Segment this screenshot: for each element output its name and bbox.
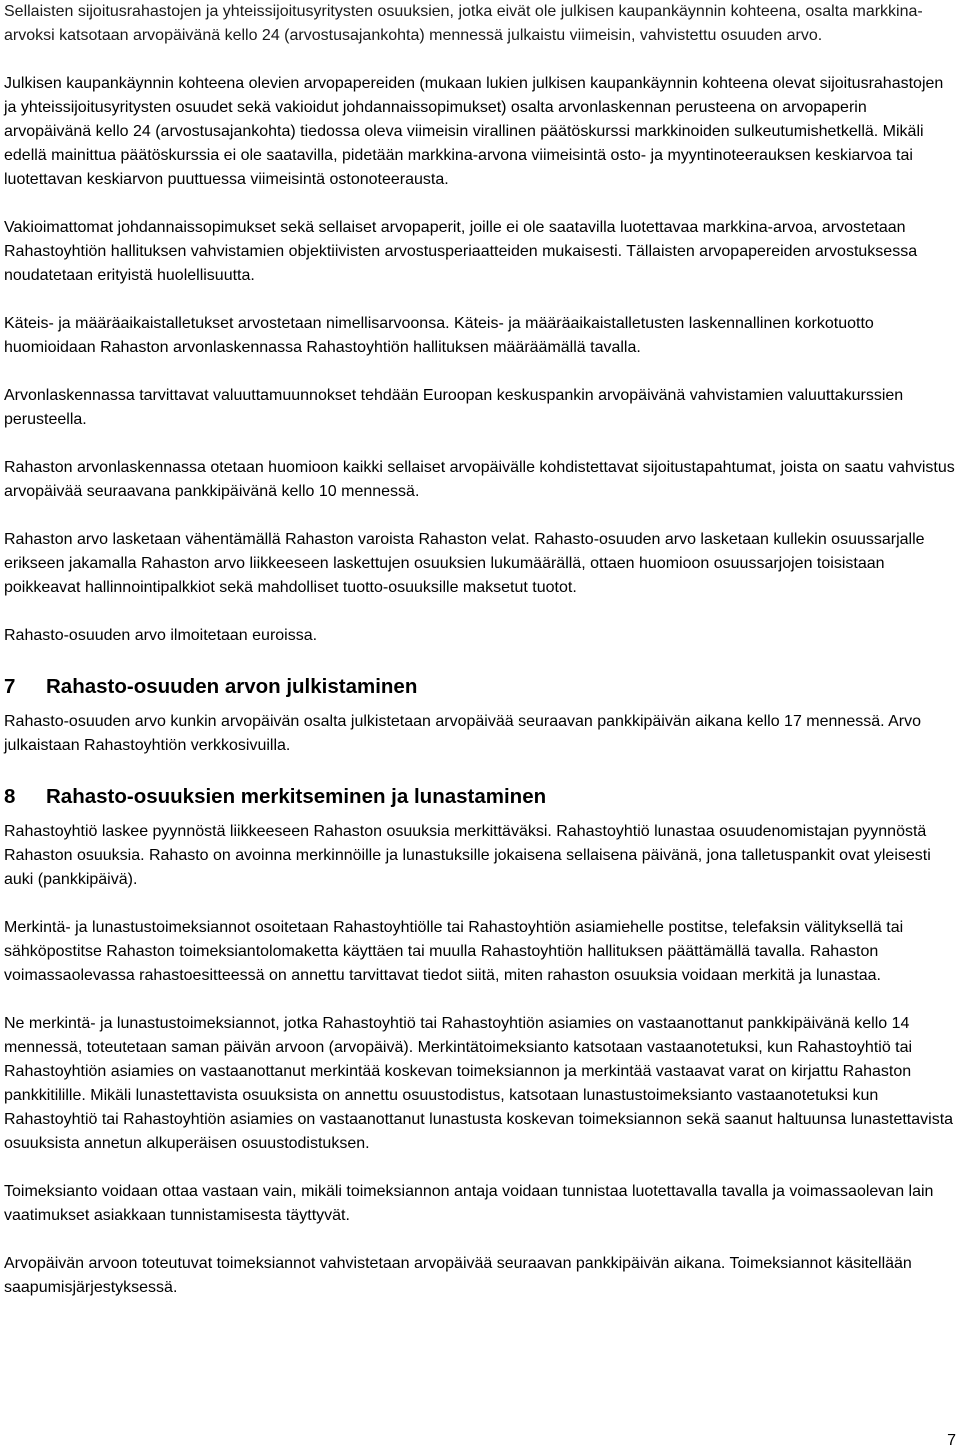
page-number: 7 [947, 1432, 956, 1449]
section-8-number: 8 [4, 785, 16, 808]
section-7-heading [4, 672, 956, 702]
section-8-title: Rahasto-osuuksien merkitseminen ja lunastaminen [46, 785, 547, 808]
paragraph-investment-transactions: Rahaston arvonlaskennassa otetaan huomioon kaikki sellaiset arvopäivälle kohdistettavat sijoitustapahtumat, joista on saatu vahvistus arvopäivää seuraavana pankkipäivänä kello 10 mennessä. [4, 459, 955, 500]
section-7-number: 7 [4, 675, 16, 698]
paragraph-currency-euro: Rahasto-osuuden arvo ilmoitetaan euroissa. [4, 627, 318, 644]
paragraph-deposits: Käteis- ja määräaikaistalletukset arvostetaan nimellisarvoonsa. Käteis- ja määräaikaistalletusten laskennallinen korkotuotto huomioidaan Rahaston arvonlaskennassa Rahastoyhtiön hallituksen määräämällä tavalla. [4, 315, 874, 356]
section-8-paragraph-confirmation: Arvopäivän arvoon toteutuvat toimeksiannot vahvistetaan arvopäivää seuraavan pankkipäivän aikana. Toimeksiannot käsitellään saapumisjärjestyksessä. [4, 1255, 912, 1296]
section-8-paragraph-identification: Toimeksianto voidaan ottaa vastaan vain, mikäli toimeksiannon antaja voidaan tunnistaa luotettavalla tavalla ja voimassaolevan lain vaatimukset asiakkaan tunnistamisesta täyttyvät. [4, 1183, 934, 1224]
section-8-paragraph-orders: Merkintä- ja lunastustoimeksiannot osoitetaan Rahastoyhtiölle tai Rahastoyhtiön asiamiehelle postitse, telefaksin välityksellä tai sähköpostitse Rahaston toimeksiantolomaketta käyttäen tai muulla Rahastoyhtiön hallituksen päättämällä tavalla. Rahaston voimassaolevassa rahastoesitteessä on annettu tarvittavat tiedot siitä, miten rahaston osuuksia voidaan merkitä ja lunastaa. [4, 919, 904, 984]
section-8-paragraph-cutoff: Ne merkintä- ja lunastustoimeksiannot, jotka Rahastoyhtiö tai Rahastoyhtiön asiamies on vastaanottanut pankkipäivänä kello 14 mennessä, toteutetaan saman päivän arvoon (arvopäivä). Merkintätoimeksianto katsotaan vastaanotetuksi, kun Rahastoyhtiö tai Rahastoyhtiön asiamies on vastaanottanut merkintää koskevan toimeksiannon ja merkintää vastaavat varat on kirjattu Rahaston pankkitilille. Mikäli lunastettavista osuuksista on annettu osuustodistus, katsotaan lunastustoimeksianto vastaanotetuksi kun Rahastoyhtiö tai Rahastoyhtiön asiamies on vastaanottanut lunastusta koskevan toimeksiannon sekä saanut haltuunsa lunastettavista osuuksista annetun alkuperäisen osuustodistuksen. [4, 1015, 954, 1152]
paragraph-currency-conversion: Arvonlaskennassa tarvittavat valuuttamuunnokset tehdään Euroopan keskuspankin arvopäivänä vahvistamien valuuttakurssien perusteella. [4, 387, 904, 428]
paragraph-market-valuation: Julkisen kaupankäynnin kohteena olevien arvopapereiden (mukaan lukien julkisen kaupankäynnin kohteena olevat sijoitusrahastojen ja yhteissijoitusyritysten osuudet sekä vakioidut johdannaissopimukset) osalta arvonlaskennan perusteena on arvopaperin arvopäivänä kello 24 (arvostusajankohta) tiedossa oleva viimeisin virallinen päätöskurssi markkinoiden sulkeutumishetkellä. Mikäli edellä mainittua päätöskurssia ei ole saatavilla, pidetään markkina-arvona viimeisintä osto- ja myyntinoteerauksen keskiarvoa tai luotettavan keskiarvon puuttuessa viimeisintä ostonoteerausta. [4, 75, 944, 188]
paragraph-fund-value: Rahaston arvo lasketaan vähentämällä Rahaston varoista Rahaston velat. Rahasto-osuuden arvo lasketaan kullekin osuussarjalle erikseen jakamalla Rahaston arvo liikkeeseen laskettujen osuuksien lukumäärällä, ottaen huomioon osuussarjojen toisistaan poikkeavat hallinnointipalkkiot sekä mahdolliset tuotto-osuuksille maksetut tuotot. [4, 531, 925, 596]
section-8-paragraph-issuance: Rahastoyhtiö laskee pyynnöstä liikkeeseen Rahaston osuuksia merkittäväksi. Rahastoyhtiö lunastaa osuudenomistajan pyynnöstä Rahaston osuuksia. Rahasto on avoinna merkinnöille ja lunastuksille jokaisena sellaisena päivänä, jona talletuspankit ovat yleisesti auki (pankkipäivä). [4, 823, 931, 888]
section-7-title: Rahasto-osuuden arvon julkistaminen [46, 675, 418, 698]
section-7-paragraph: Rahasto-osuuden arvo kunkin arvopäivän osalta julkistetaan arvopäivää seuraavan pankkipäivän aikana kello 17 mennessä. Arvo julkaistaan Rahastoyhtiön verkkosivuilla. [4, 713, 922, 754]
document-page [4, 0, 956, 1324]
intro-paragraph: Sellaisten sijoitusrahastojen ja yhteissijoitusyritysten osuuksien, jotka eivät ole julkisen kaupankäynnin kohteena, osalta markkina-arvoksi katsotaan arvopäivänä kello 24 (arvostusajankohta) mennessä julkaistu viimeisin, vahvistettu osuuden arvo. [4, 3, 923, 44]
paragraph-non-standard-derivatives: Vakioimattomat johdannaissopimukset sekä sellaiset arvopaperit, joille ei ole saatavilla luotettavaa markkina-arvoa, arvostetaan Rahastoyhtiön hallituksen vahvistamien objektiivisten arvostusperiaatteiden mukaisesti. Tällaisten arvopapereiden arvostuksessa noudatetaan erityistä huolellisuutta. [4, 219, 918, 284]
section-8-heading [4, 782, 956, 812]
